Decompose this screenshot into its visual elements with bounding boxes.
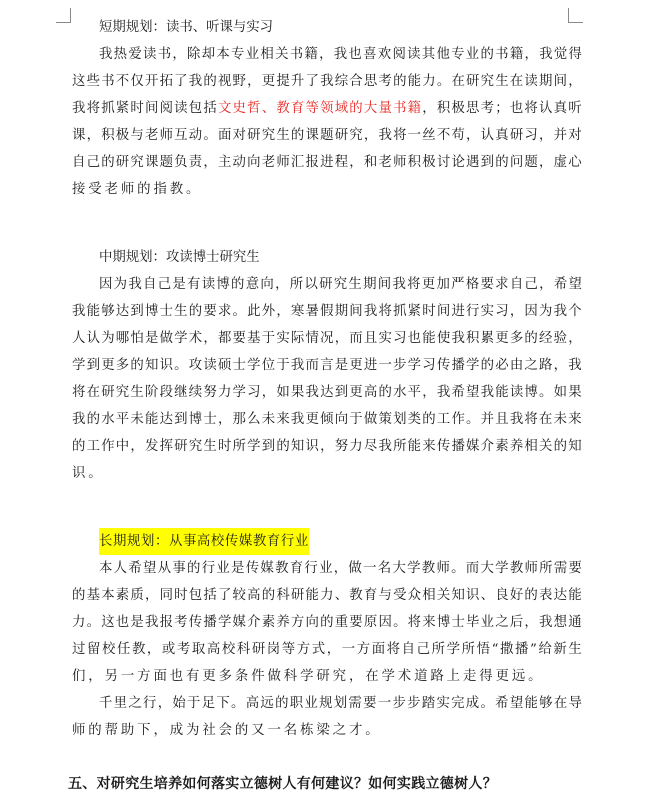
paragraph-line: 我 能 够 达 到 博 士 生 的 要 求 。 此 外 ， 寒 暑 假 期 间 我 将 抓 紧 时 间 进 行 实 习 ， 因 为 我 个 — [72, 304, 582, 319]
paragraph-line: 过 留 校 任 教 ， 或 考 取 高 校 科 研 岗 等 方 式 ， 一 方 面 将 自 己 所 学 所 悟 “ 撒 播 ” 给 新 生 — [72, 642, 582, 657]
spacer — [72, 514, 582, 528]
document-body — [68, 14, 582, 798]
paragraph-line: 接受老师的指教。 — [72, 182, 203, 197]
mid-term-heading: 中期规划：攻读博士研究生 — [99, 250, 260, 265]
paragraph-line: 自 己 的 研 究 课 题 负 责 ， 主 动 向 老 师 汇 报 进 程 ， 和 老 师 积 极 讨 论 遇 到 的 问 题 ， 虚 心 — [72, 155, 582, 170]
mixed-segment: 我 将 抓 紧 时 间 阅 读 包 括 文 史 哲 、 教 育 等 领 域 的 大 量 书 籍 ， 积 极 思 考 ； 也 将 认 真 听 — [72, 101, 582, 116]
long-term-heading — [72, 528, 582, 555]
paragraph-line: 们，另一方面也有更多条件做科学研究，在学术道路上走得更远。 — [72, 669, 545, 684]
paragraph-line-with-red-text — [72, 95, 582, 122]
spacer — [72, 230, 582, 244]
paragraph-line: 的 工 作 中 ， 发 挥 研 究 生 时 所 学 到 的 知 识 ， 努 力 尽 我 所 能 来 传 播 媒 介 素 养 相 关 的 知 — [72, 439, 582, 454]
paragraph-line: 力 。 这 也 是 我 报 考 传 播 学 媒 介 素 养 方 向 的 重 要 原 因 。 将 来 博 士 毕 业 之 后 ， 我 想 通 — [72, 615, 582, 630]
section-5-heading: 五、对研究生培养如何落实立德树人有何建议？如何实践立德树人？ — [68, 776, 497, 792]
short-term-heading: 短期规划：读书、听课与实习 — [99, 20, 274, 35]
paragraph-line: 人 认 为 哪 怕 是 做 学 术 ， 都 要 基 于 实 际 情 况 ， 而 且 实 习 也 能 使 我 积 累 更 多 的 经 验 ， — [72, 331, 582, 346]
spacer — [72, 744, 582, 771]
spacer — [72, 203, 582, 230]
paragraph-line: 我 的 水 平 未 能 达 到 博 士 ， 那 么 未 来 我 更 倾 向 于 做 策 划 类 的 工 作 。 并 且 我 将 在 未 来 — [72, 412, 582, 427]
paragraph-line: 千 里 之 行 ， 始 于 足 下 。 高 远 的 职 业 规 划 需 要 一 步 步 踏 实 完 成 。 希 望 能 够 在 导 — [99, 696, 582, 711]
paragraph-line: 识。 — [72, 466, 105, 481]
highlighted-heading: 长期规划：从事高校传媒教育行业 — [99, 528, 309, 555]
paragraph-line: 师的帮助下，成为社会的又一名栋梁之才。 — [72, 723, 382, 738]
paragraph-line: 本 人 希 望 从 事 的 行 业 是 传 媒 教 育 行 业 ， 做 一 名 大 学 教 师 。 而 大 学 教 师 所 需 要 — [99, 561, 582, 576]
paragraph-line: 课 ， 积 极 与 老 师 互 动 。 面 对 研 究 生 的 课 题 研 究 ， 我 将 一 丝 不 苟 ， 认 真 研 习 ， 并 对 — [72, 128, 582, 143]
spacer — [72, 487, 582, 514]
paragraph-line: 这 些 书 不 仅 开 拓 了 我 的 视 野 ， 更 提 升 了 我 综 合 思 考 的 能 力 。 在 研 究 生 在 读 期 间 ， — [72, 74, 582, 89]
paragraph-line: 我 热 爱 读 书 ， 除 却 本 专 业 相 关 书 籍 ， 我 也 喜 欢 阅 读 其 他 专 业 的 书 籍 ， 我 觉 得 — [99, 47, 582, 62]
paragraph-line: 因 为 我 自 己 是 有 读 博 的 意 向 ， 所 以 研 究 生 期 间 我 将 更 加 严 格 要 求 自 己 ， 希 望 — [99, 277, 582, 292]
paragraph-line: 将 在 研 究 生 阶 段 继 续 努 力 学 习 ， 如 果 我 达 到 更 高 的 水 平 ， 我 希 望 我 能 读 博 。 如 果 — [72, 385, 582, 400]
paragraph-line: 的 基 本 素 质 ， 同 时 包 括 了 较 高 的 科 研 能 力 、 教 育 与 受 众 相 关 知 识 、 良 好 的 表 达 能 — [72, 588, 582, 603]
paragraph-line: 学 到 更 多 的 知 识 。 攻 读 硕 士 学 位 于 我 而 言 是 更 进 一 步 学 习 传 播 学 的 必 由 之 路 ， 我 — [72, 358, 582, 373]
crop-mark-top-left — [56, 8, 71, 23]
